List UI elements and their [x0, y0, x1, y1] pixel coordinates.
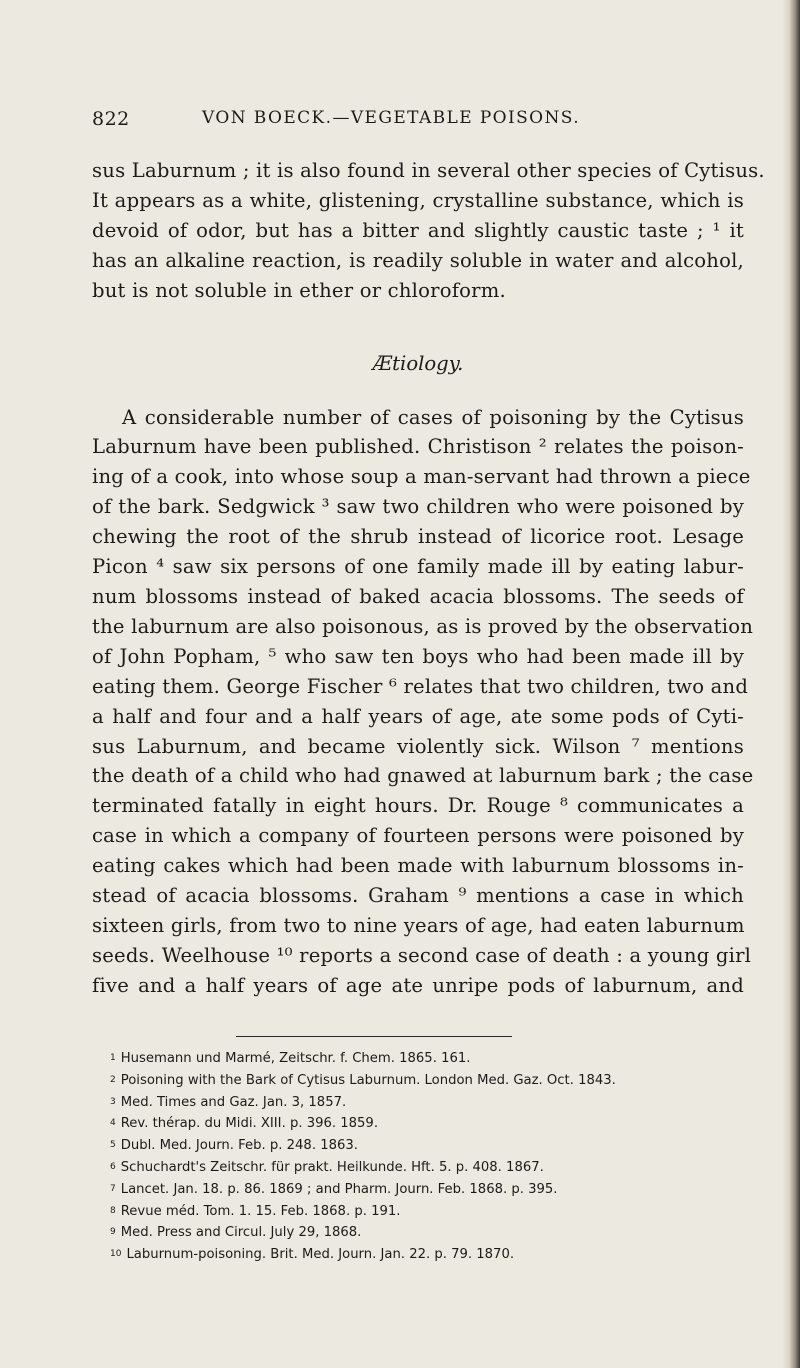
footnote-mark: 1: [110, 1053, 116, 1063]
text-line: seeds. Weelhouse ¹⁰ reports a second case of death : a young girl: [92, 943, 752, 967]
footnote-text: Med. Press and Circul. July 29, 1868.: [120, 1225, 362, 1241]
footnote: [110, 1157, 670, 1179]
text-line: Picon ⁴ saw six persons of one family made ill by eating labur-: [92, 555, 744, 579]
text-line: but is not soluble in ether or chloroform.: [92, 278, 506, 302]
running-title: VON BOECK.—VEGETABLE POISONS.: [202, 108, 581, 128]
footnote: [110, 1179, 670, 1201]
text-line: num blossoms instead of baked acacia blossoms. The seeds of: [92, 584, 744, 608]
footnote-mark: 5: [110, 1140, 116, 1151]
text-line: terminated fatally in eight hours. Dr. Rouge ⁸ communicates a: [92, 794, 744, 818]
text-line: stead of acacia blossoms. Graham ⁹ mentions a case in which: [92, 884, 744, 908]
footnote-mark: 7: [110, 1183, 116, 1194]
footnote-mark: 8: [110, 1205, 116, 1216]
text-line: chewing the root of the shrub instead of licorice root. Lesage: [92, 525, 744, 549]
footnote: [110, 1092, 670, 1114]
footnote-mark: 10: [110, 1249, 122, 1260]
section-heading: Ætiology.: [372, 351, 464, 375]
body-text: [92, 156, 765, 1001]
text-line: It appears as a white, glistening, crystalline substance, which is: [92, 188, 744, 212]
footnotes: [110, 1048, 670, 1266]
footnote-text: Poisoning with the Bark of Cytisus Laburnum. London Med. Gaz. Oct. 1843.: [120, 1072, 616, 1088]
footnote: [110, 1222, 670, 1244]
footnote-mark: 2: [110, 1074, 116, 1085]
footnote-text: Laburnum-poisoning. Brit. Med. Journ. Jan. 22. p. 79. 1870.: [126, 1247, 515, 1263]
etiology-paragraph: [92, 403, 754, 1001]
text-line: Laburnum have been published. Christison ² relates the poison-: [92, 435, 744, 459]
intro-paragraph: [92, 156, 765, 306]
footnote: [110, 1048, 670, 1070]
footnote-text: Lancet. Jan. 18. p. 86. 1869 ; and Pharm. Journ. Feb. 1868. p. 395.: [120, 1181, 558, 1197]
text-line: ing of a cook, into whose soup a man-servant had thrown a piece: [92, 465, 751, 489]
footnote: [110, 1244, 670, 1266]
text-line: has an alkaline reaction, is readily soluble in water and alcohol,: [92, 248, 744, 272]
text-line: the laburnum are also poisonous, as is proved by the observation: [92, 614, 754, 638]
footnote-mark: 3: [110, 1096, 116, 1107]
footnote: [110, 1201, 670, 1223]
footnote: [110, 1135, 670, 1157]
footnote-mark: 9: [110, 1227, 116, 1238]
text-line: sixteen girls, from two to nine years of age, had eaten laburnum: [92, 913, 745, 937]
text-line: A considerable number of cases of poisoning by the Cytisus: [122, 405, 744, 429]
text-line: sus Laburnum ; it is also found in several other species of Cytisus.: [92, 159, 765, 182]
footnote-text: Med. Times and Gaz. Jan. 3, 1857.: [120, 1094, 347, 1110]
footnote: [110, 1113, 670, 1135]
footnote-text: Revue méd. Tom. 1. 15. Feb. 1868. p. 191.: [120, 1203, 401, 1219]
footnote-text: Dubl. Med. Journ. Feb. p. 248. 1863.: [120, 1138, 358, 1154]
text-line: of the bark. Sedgwick ³ saw two children who were poisoned by: [92, 495, 744, 519]
page-edge-shadow: [782, 0, 800, 1368]
footnote-text: Rev. thérap. du Midi. XIII. p. 396. 1859.: [120, 1116, 379, 1132]
text-line: eating cakes which had been made with laburnum blossoms in-: [92, 854, 744, 878]
text-line: sus Laburnum, and became violently sick. Wilson ⁷ mentions: [92, 734, 744, 758]
page-number: 822: [92, 108, 130, 130]
text-line: eating them. George Fischer ⁶ relates that two children, two and: [92, 674, 749, 698]
footnote-text: Schuchardt's Zeitschr. für prakt. Heilkunde. Hft. 5. p. 408. 1867.: [120, 1159, 544, 1175]
footnote-text: Husemann und Marmé, Zeitschr. f. Chem. 1865. 161.: [120, 1051, 471, 1066]
footnote-divider: [236, 1036, 512, 1037]
text-line: five and a half years of age ate unripe pods of laburnum, and: [92, 973, 744, 997]
text-line: a half and four and a half years of age, ate some pods of Cyti-: [92, 704, 744, 728]
text-line: the death of a child who had gnawed at laburnum bark ; the case: [92, 764, 754, 788]
footnote-mark: 4: [110, 1118, 116, 1129]
footnote: [110, 1070, 670, 1092]
footnote-mark: 6: [110, 1161, 116, 1172]
text-line: devoid of odor, but has a bitter and slightly caustic taste ; ¹ it: [92, 218, 744, 242]
running-head: [92, 108, 742, 138]
text-line: case in which a company of fourteen persons were poisoned by: [92, 824, 744, 848]
text-line: of John Popham, ⁵ who saw ten boys who had been made ill by: [92, 644, 744, 668]
